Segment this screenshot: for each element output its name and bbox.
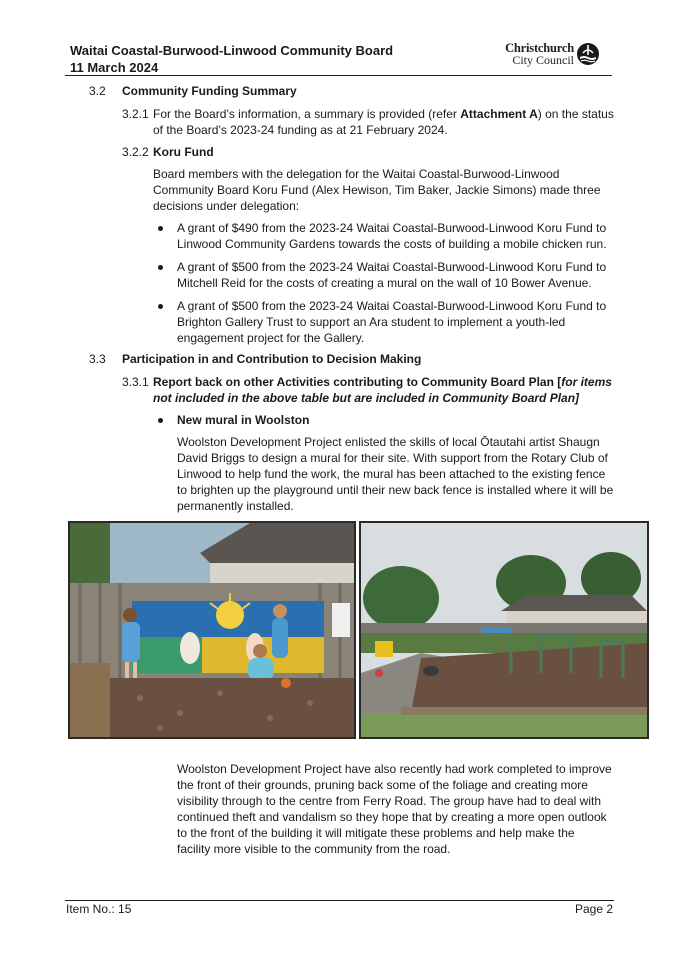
mural-paragraph: Woolston Development Project enlisted the skills of local Ōtautahi artist Shaugn David Briggs to design a mural for their site. With support from the Rotary Club of Linwood to help fund the work, the mural has been attached to the existing fence to brighten up the playground until their new back fence is installed where it will be permanently installed. xyxy=(177,435,614,513)
bullet-dot xyxy=(158,418,163,423)
list-item: A grant of $490 from the 2023-24 Waitai Coastal-Burwood-Linwood Koru Fund to Linwood Community Gardens towards the costs of building a mobile chicken run. xyxy=(177,221,607,251)
attachment-a-ref: Attachment A xyxy=(460,107,538,121)
grounds-improvement-paragraph: Woolston Development Project have also recently had work completed to improve the front of their grounds, pruning back some of the foliage and creating more visibility through to the centre from Ferry Road. The group have had to deal with continued theft and vandalism so they hope that by creating a more open outlook to the front of the building it will mitigate these problems and help make the facility more visible to the community from the road. xyxy=(177,762,612,856)
mural-photo-image xyxy=(70,523,354,737)
section-3-2-1-number: 3.2.1 xyxy=(122,107,149,121)
section-3-2-title: Community Funding Summary xyxy=(122,84,297,98)
section-3-2-1-text: For the Board’s information, a summary is provided (refer Attachment A) on the status of the Board’s 2023-24 funding as at 21 February 2024. xyxy=(153,107,614,137)
section-3-3-1-number: 3.3.1 xyxy=(122,375,149,389)
playground-photo xyxy=(359,521,649,739)
bullet-dot xyxy=(158,226,163,231)
item-number: Item No.: 15 xyxy=(66,902,132,916)
meeting-date: 11 March 2024 xyxy=(70,60,159,75)
section-3-2-2-title: Koru Fund xyxy=(153,145,214,159)
playground-photo-image xyxy=(361,523,647,737)
logo-line-1: Christchurch xyxy=(505,41,574,55)
list-item: A grant of $500 from the 2023-24 Waitai Coastal-Burwood-Linwood Koru Fund to Brighton Gallery Trust to support an Ara student to implement a youth-led engagement project for the Gallery. xyxy=(177,299,607,345)
mural-heading: New mural in Woolston xyxy=(177,413,310,427)
section-3-2-2-number: 3.2.2 xyxy=(122,145,149,159)
board-name: Waitai Coastal-Burwood-Linwood Community Board xyxy=(70,43,394,58)
section-3-3-1-title: Report back on other Activities contributing to Community Board Plan [for items not included in the above table but are included in Community Board Plan] xyxy=(153,375,612,405)
list-item: A grant of $500 from the 2023-24 Waitai Coastal-Burwood-Linwood Koru Fund to Mitchell Reid for the costs of creating a mural on the wall of 10 Bower Avenue. xyxy=(177,260,607,290)
bullet-dot xyxy=(158,265,163,270)
section-3-3-title: Participation in and Contribution to Decision Making xyxy=(122,352,422,366)
koru-fund-intro: Board members with the delegation for the Waitai Coastal-Burwood-Linwood Community Board Koru Fund (Alex Hewison, Tim Baker, Jackie Simons) made three decisions under delegation: xyxy=(153,167,601,213)
logo-line-2: City Council xyxy=(512,53,574,67)
section-3-2-number: 3.2 xyxy=(89,84,106,98)
page-number: Page 2 xyxy=(575,902,614,916)
mural-photo-children xyxy=(68,521,356,739)
council-emblem-icon xyxy=(576,42,600,66)
bullet-dot xyxy=(158,304,163,309)
document-header xyxy=(70,42,393,76)
section-3-3-number: 3.3 xyxy=(89,352,106,366)
header-rule xyxy=(65,75,612,76)
council-logo xyxy=(498,42,608,72)
footer-rule xyxy=(65,900,614,901)
